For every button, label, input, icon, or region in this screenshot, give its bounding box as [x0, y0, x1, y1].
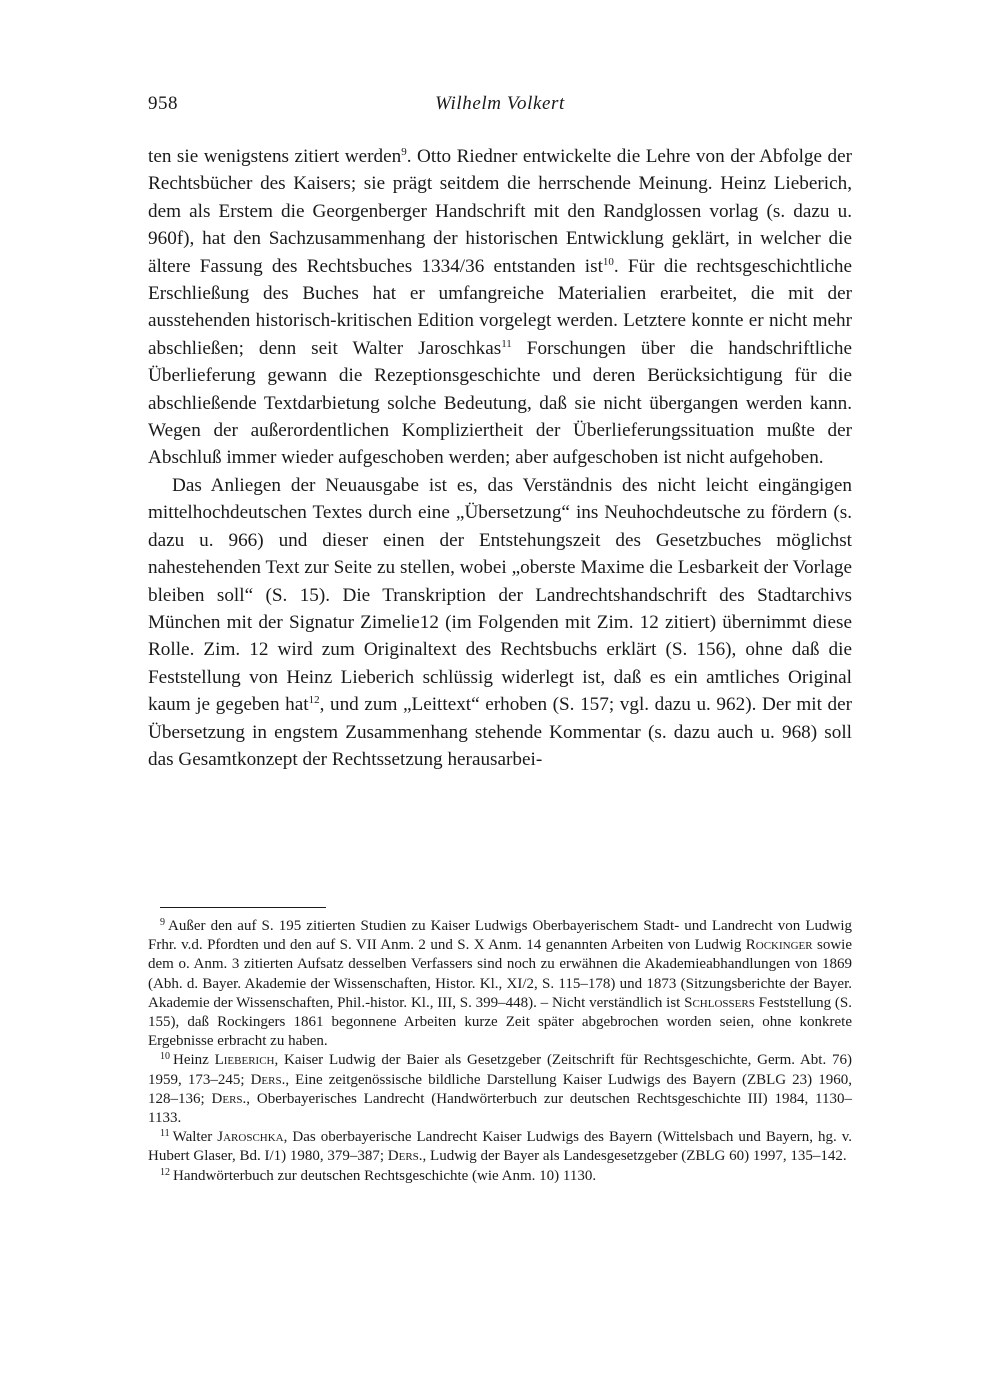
text-run: Forschungen über die handschriftliche Überlieferung gewann die Rezeptionsgeschichte und deren Berücksichtigung für die abschließende Textdarbietung solche Bedeutung, daß sie nicht übergangen werden kann. Wegen der außerordentlichen Kompliziertheit der Überlieferungssituation mußte der Abschluß immer wieder aufgeschoben werden; aber aufgeschoben ist nicht aufgehoben. — [148, 337, 852, 469]
text-run: , Eine zeitgenössische bildliche Darstellung Kaiser Ludwigs des Bayern (ZBLG 23) 1960, 128–136; — [148, 1071, 852, 1107]
footnote-ref: 9 — [401, 146, 407, 158]
author-name: Schlossers — [684, 994, 755, 1011]
text-run: , Das oberbayerische Landrecht Kaiser Ludwigs des Bayern (Wittelsbach und Bayern, hg. v. Hubert Glaser, Bd. I/1) 1980, 379–387; — [148, 1129, 852, 1165]
text-run: Feststellung (S. 155), daß Rockingers 1861 begonnene Arbeiten kurze Zeit später abgebrochen worden seien, ohne konkrete Ergebnisse erbracht zu haben. — [148, 994, 852, 1050]
footnote-mark: 12 — [160, 1166, 170, 1178]
footnote-mark: 10 — [160, 1051, 170, 1063]
text-run: . Otto Riedner entwickelte die Lehre von der Abfolge der Rechtsbücher des Kaisers; sie prägt seitdem die herrschende Meinung. Heinz Lieberich, dem als Erstem die Georgenberger Handschrift mit den Randglossen vorlag (s. dazu u. 960f), hat den Sachzusammenhang der historischen Entwicklung geklärt, in welcher die ältere Fassung des Rechtsbuches 1334/36 entstanden ist — [148, 146, 853, 277]
text-run: , Kaiser Ludwig der Baier als Gesetzgeber (Zeitschrift für Rechtsgeschichte, Germ. Abt. 76) 1959, 173–245; — [148, 1052, 853, 1088]
author-name: Lieberich — [214, 1052, 275, 1069]
author-name: Ders. — [211, 1090, 247, 1107]
paragraph — [148, 143, 852, 472]
footnotes — [148, 917, 852, 1186]
paragraph — [148, 472, 852, 773]
footnote-ref: 11 — [501, 337, 512, 350]
text-run: . Für die rechtsgeschichtliche Erschließung des Buches hat er umfangreiche Materialien erarbeitet, die mit der ausstehenden historisch-kritischen Edition vorgelegt werden. Letztere konnte er nicht mehr abschließen; denn seit Walter Jaroschkas — [148, 255, 852, 359]
text-run: Handwörterbuch zur deutschen Rechtsgeschichte (wie Anm. 10) 1130. — [173, 1167, 597, 1184]
footnote-ref: 12 — [308, 694, 320, 707]
text-run: , und zum „Leittext“ erhoben (S. 157; vgl. dazu u. 962). Der mit der Übersetzung in engstem Zusammenhang stehende Kommentar (s. dazu auch u. 968) soll das Gesamtkonzept der Rechtssetzung herausarbei- — [148, 694, 852, 770]
footnote — [148, 1051, 852, 1128]
footnote — [148, 1167, 852, 1186]
page-header — [148, 93, 852, 123]
main-text — [148, 143, 852, 773]
text-run: Heinz — [173, 1052, 215, 1069]
author-name: Jaroschka — [217, 1129, 284, 1146]
footnote — [148, 1128, 852, 1166]
footnote-mark: 11 — [160, 1128, 170, 1140]
text-run: , Ludwig der Bayer als Landesgesetzgeber (ZBLG 60) 1997, 135–142. — [422, 1148, 847, 1165]
author-name: Ders. — [250, 1071, 286, 1088]
text-run: Walter — [172, 1129, 218, 1146]
page-number: 958 — [148, 93, 178, 114]
author-name: Ders. — [387, 1148, 423, 1165]
footnote — [148, 917, 852, 1051]
text-run: , Oberbayerisches Landrecht (Handwörterbuch zur deutschen Rechtsgeschichte III) 1984, 1130–1133. — [148, 1090, 853, 1127]
footnote-mark: 9 — [160, 917, 165, 928]
footnote-separator — [160, 907, 326, 908]
author-name: Rockinger — [745, 937, 813, 954]
text-run: Außer den auf S. 195 zitierten Studien zu Kaiser Ludwigs Oberbayerischem Stadt- und Landrecht von Ludwig Frhr. v.d. Pfordten und den auf S. VII Anm. 2 und S. X Anm. 14 genannten Arbeiten von Ludwig — [148, 918, 852, 954]
footnote-ref: 10 — [602, 255, 614, 268]
text-run: sowie dem o. Anm. 3 zitierten Aufsatz desselben Verfassers sind noch zu erwähnen die Akademieabhandlungen von 1869 (Abh. d. Bayer. Akademie der Wissenschaften, Histor. Kl., XI/2, S. 115–178) und 1873 (Sitzungsberichte der Bayer. Akademie der Wissenschaften, Phil.-histor. Kl., III, S. 399–448). – Nicht verständlich ist — [148, 937, 852, 1011]
text-run: Das Anliegen der Neuausgabe ist es, das Verständnis des nicht leicht eingängigen mittelhochdeutschen Textes durch eine „Übersetzung“ ins Neuhochdeutsche zu fördern (s. dazu u. 966) und dieser einen der Entstehungszeit des Gesetzbuches möglichst nahestehenden Text zur Seite zu stellen, wobei „oberste Maxime die Lesbarkeit der Vorlage bleiben soll“ (S. 15). Die Transkription der Landrechtshandschrift des Stadtarchivs München mit der Signatur Zimelie12 (im Folgenden mit Zim. 12 zitiert) übernimmt diese Rolle. Zim. 12 wird zum Originaltext des Rechtsbuchs erklärt (S. 156), ohne daß die Feststellung von Heinz Lieberich schlüssig widerlegt ist, daß es ein amtliches Original kaum je gegeben hat — [148, 474, 852, 716]
running-head: Wilhelm Volkert — [435, 93, 565, 114]
text-run: ten sie wenigstens zitiert werden — [148, 146, 402, 167]
